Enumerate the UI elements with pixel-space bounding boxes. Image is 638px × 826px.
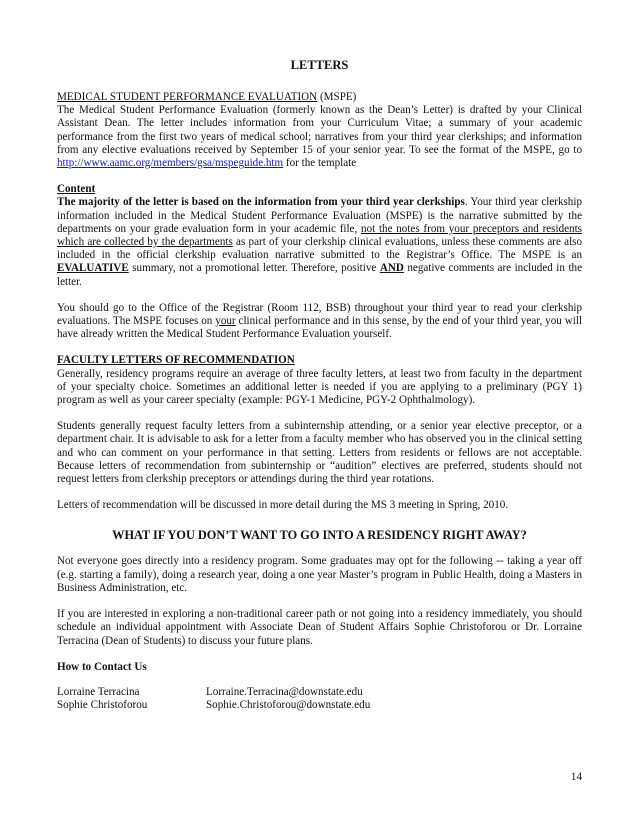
content-underlined: not the notes from your preceptors and residents which are collected by the departments [57,222,582,249]
contact-email[interactable]: Lorraine.Terracina@downstate.edu [206,685,363,698]
page-title: LETTERS [290,58,349,72]
mspe-heading [57,91,582,104]
contact-row [57,699,582,712]
residency-paragraph-2: If you are interested in exploring a non-traditional career path or not going into a residency immediately, you should schedule an individual appointment with Associate Dean of Student Affairs Sophie Christoforou or Dr. Lorraine Terracina (Dean of Students) to discuss your future plans. [57,608,582,647]
contact-email[interactable]: Sophie.Christoforou@downstate.edu [206,699,371,712]
content-paragraph [57,196,582,288]
mspe-paragraph [57,104,582,170]
contact-name: Sophie Christoforou [57,699,148,712]
residency-heading: WHAT IF YOU DON’T WANT TO GO INTO A RESIDENCY RIGHT AWAY? [112,528,527,543]
content-and: AND [379,262,404,275]
contact-row [57,686,582,699]
mspe-guide-link[interactable]: http://www.aamc.org/members/gsa/mspeguide.htm [57,157,284,170]
faculty-paragraph-3: Letters of recommendation will be discussed in more detail during the MS 3 meeting in Spring, 2010. [57,499,509,512]
mspe-heading-abbrev: (MSPE) [317,91,357,103]
content-bold-lead: The majority of the letter is based on the information from your third year clerkships [57,196,465,209]
faculty-paragraph-2: Students generally request faculty letters from a subinternship attending, or a senior year elective preceptor, or a department chair. It is advisable to ask for a letter from a faculty member who has observed you in the clinical setting and who can comment on your performance in that setting. Letters from residents or fellows are not acceptable. Because letters of recommendation from subinternship or “audition” electives are preferred, students should not request letters from clerkship preceptors or attendings during the third year rotations. [57,420,582,486]
page-number: 14 [570,771,582,783]
mspe-paragraph-tail: for the template [283,157,357,170]
registrar-paragraph [57,302,582,342]
content-evaluative: EVALUATIVE [57,262,129,275]
faculty-heading: FACULTY LETTERS OF RECOMMENDATION [57,354,295,367]
contact-name: Lorraine Terracina [57,685,140,698]
content-text-a: . Your third year clerkship information included in the Medical Student Performance Evaluation (MSPE) is the narrative submitted by the departments on your grade evaluation form in your academic file, [57,196,582,235]
mspe-heading-text: MEDICAL STUDENT PERFORMANCE EVALUATION [57,91,318,103]
residency-paragraph-1: Not everyone goes directly into a residency program. Some graduates may opt for the following -- taking a year off (e.g. starting a family), doing a research year, doing a one year Master’s program in Public Health, doing a Masters in Business Administration, etc. [57,555,582,594]
content-text-b: as part of your clerkship clinical evaluations, unless these comments are also included in the official clerkship evaluation narrative submitted to the Registrar’s Office. The MSPE is an [57,236,583,262]
mspe-paragraph-text: The Medical Student Performance Evaluation (formerly known as the Dean’s Letter) is drafted by your Clinical Assistant Dean. The letter includes information from your Curriculum Vitae; a summary of your academic performance from the first two years of medical school; narratives from your third year clerkships; and information from any elective evaluations received by September 15 of your senior year. To see the format of the MSPE, go to [57,104,582,156]
content-text-c: summary, not a promotional letter. Therefore, positive [128,262,380,275]
faculty-paragraph-1: Generally, residency programs require an average of three faculty letters, at least two from faculty in the department of your specialty choice. Sometimes an additional letter is needed if you are applying to a preliminary (PGY 1) program as well as your career specialty (example: PGY-1 Medicine, PGY-2 Ophthalmology). [57,367,582,407]
contact-heading: How to Contact Us [57,660,147,673]
registrar-text-a: You should go to the Office of the Registrar (Room 112, BSB) throughout your third year to read your clerkship evaluations. The MSPE focuses on [57,301,582,328]
registrar-text-b: clinical performance and in this sense, by the end of your third year, you will have already written the Medical Student Performance Evaluation yourself. [57,315,582,341]
content-text-d: negative comments are included in the letter. [57,262,582,288]
content-heading: Content [57,183,96,196]
registrar-your: your [215,315,236,328]
